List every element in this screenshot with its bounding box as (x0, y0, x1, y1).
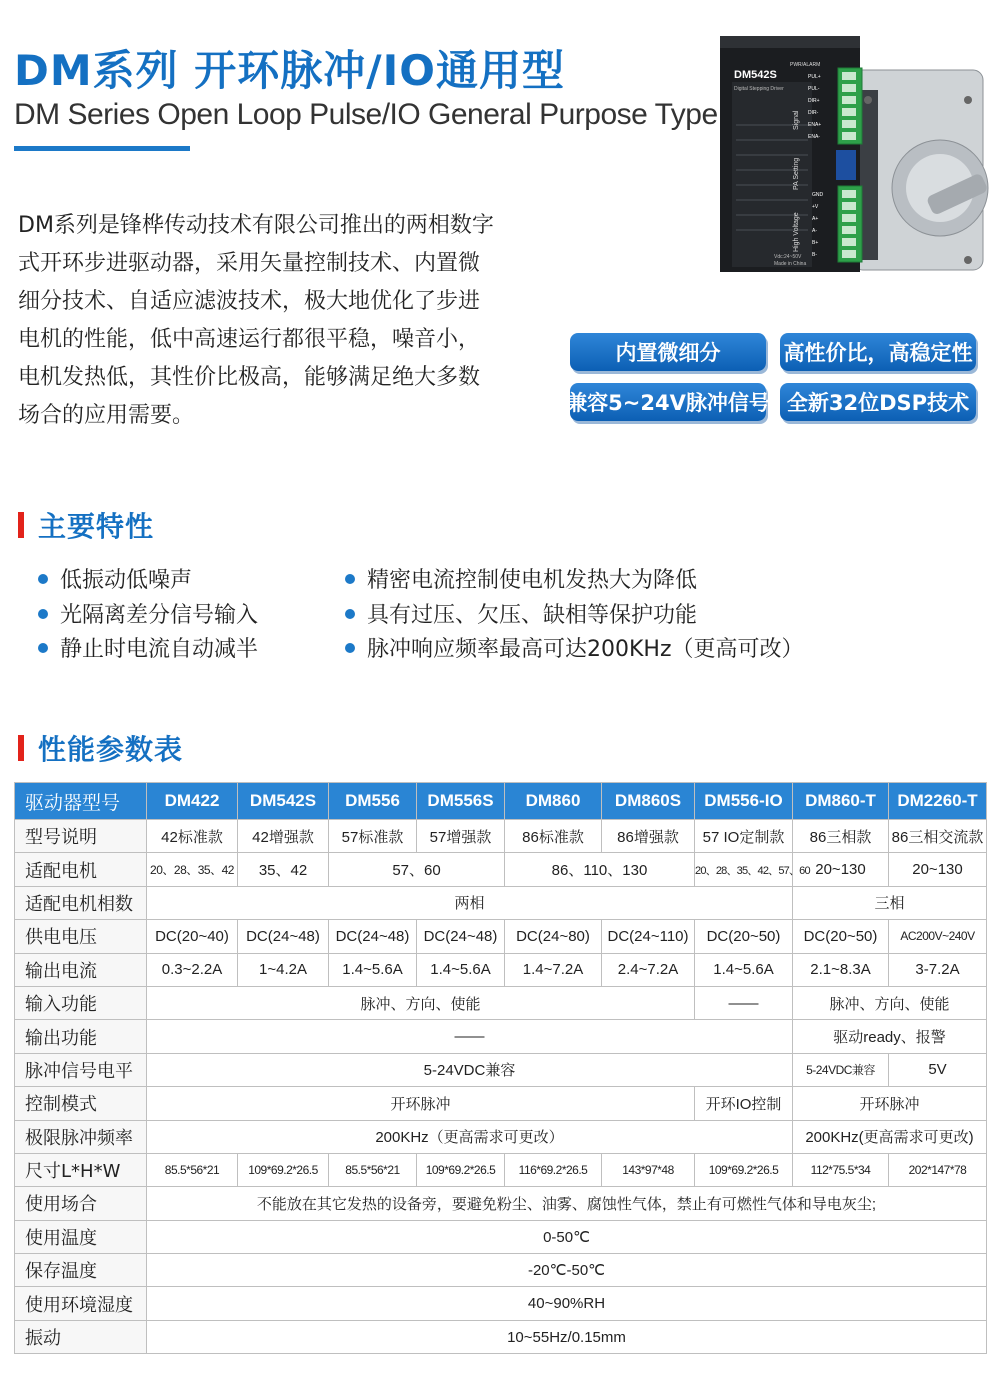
row-label: 尺寸L*H*W (15, 1153, 147, 1186)
tag-cost-performance: 高性价比，高稳定性 (780, 333, 976, 371)
table-cell: 1.4~5.6A (695, 953, 793, 986)
table-cell: DC(24~48) (417, 920, 505, 953)
table-cell: DC(20~50) (793, 920, 889, 953)
table-cell: 200KHz（更高需求可更改） (147, 1120, 793, 1153)
model-header: DM860 (505, 783, 602, 820)
tag-dsp: 全新32位DSP技术 (780, 383, 976, 421)
table-cell: 57增强款 (417, 820, 505, 853)
table-cell: 1.4~5.6A (417, 953, 505, 986)
table-cell: 3-7.2A (889, 953, 987, 986)
table-cell: 0.3~2.2A (147, 953, 238, 986)
row-label: 适配电机相数 (15, 886, 147, 919)
feature-item (38, 598, 258, 629)
table-cell: 5-24VDC兼容 (793, 1053, 889, 1086)
product-image (718, 30, 988, 275)
table-cell: 109*69.2*26.5 (417, 1153, 505, 1186)
table-cell: —— (147, 1020, 793, 1053)
table-cell: DC(20~40) (147, 920, 238, 953)
intro-line: 电机的性能，低中高速运行都很平稳，噪音小， (18, 327, 481, 352)
table-cell: 109*69.2*26.5 (695, 1153, 793, 1186)
row-label: 输出电流 (15, 953, 147, 986)
model-header: DM556-IO (695, 783, 793, 820)
product-model: DM542S (734, 69, 777, 81)
table-cell: 5V (889, 1053, 987, 1086)
terminal-label: PUL- (808, 86, 820, 92)
table-cell: 57 IO定制款 (695, 820, 793, 853)
table-cell: 1~4.2A (238, 953, 329, 986)
row-label: 控制模式 (15, 1087, 147, 1120)
table-cell: 202*147*78 (889, 1153, 987, 1186)
table-cell: 5-24VDC兼容 (147, 1053, 793, 1086)
table-row (15, 886, 987, 919)
table-row (15, 1153, 987, 1186)
tag-pulse-signal: 兼容5~24V脉冲信号 (570, 383, 766, 421)
bullet-icon (38, 574, 48, 584)
intro-paragraph (18, 207, 538, 435)
table-cell: 0-50℃ (147, 1220, 987, 1253)
bullet-icon (345, 574, 355, 584)
spec-title: 性能参数表 (38, 733, 184, 766)
table-cell: 42标准款 (147, 820, 238, 853)
table-cell: 两相 (147, 886, 793, 919)
model-header: DM2260-T (889, 783, 987, 820)
table-cell: 116*69.2*26.5 (505, 1153, 602, 1186)
terminal-label: A- (812, 228, 817, 234)
table-cell: 40~90%RH (147, 1287, 987, 1320)
row-label: 保存温度 (15, 1254, 147, 1287)
bullet-icon (38, 643, 48, 653)
product-signal-label: Signal (793, 110, 800, 130)
table-cell: 三相 (793, 886, 987, 919)
page-subtitle: DM Series Open Loop Pulse/IO General Purpose Type (14, 98, 718, 131)
terminal-label: B- (812, 252, 817, 258)
table-row (15, 986, 987, 1019)
table-cell: 1.4~7.2A (505, 953, 602, 986)
table-cell: 20、28、35、42、57、60 (695, 853, 793, 886)
table-cell: 143*97*48 (602, 1153, 695, 1186)
feature-text: 光隔离差分信号输入 (60, 603, 259, 628)
product-made-in: Made in China (774, 261, 807, 267)
feature-item (38, 632, 258, 663)
table-cell: 86三相交流款 (889, 820, 987, 853)
table-cell: 不能放在其它发热的设备旁，要避免粉尘、油雾、腐蚀性气体，禁止有可燃性气体和导电灰尘; (147, 1187, 987, 1220)
model-header: DM422 (147, 783, 238, 820)
table-cell: AC200V~240V (889, 920, 987, 953)
row-label: 使用环境湿度 (15, 1287, 147, 1320)
table-cell: 脉冲、方向、使能 (147, 986, 695, 1019)
table-cell: 20~130 (793, 853, 889, 886)
intro-line: 细分技术、自适应滤波技术，极大地优化了步进 (18, 289, 481, 314)
table-cell: 2.1~8.3A (793, 953, 889, 986)
table-cell: 85.5*56*21 (329, 1153, 417, 1186)
terminal-label: A+ (812, 216, 819, 222)
table-cell: 112*75.5*34 (793, 1153, 889, 1186)
section-marker (18, 735, 24, 761)
row-label: 振动 (15, 1320, 147, 1353)
model-header: DM860-T (793, 783, 889, 820)
table-row (15, 1020, 987, 1053)
feature-item (345, 632, 804, 663)
feature-text: 低振动低噪声 (60, 568, 193, 593)
table-row (15, 1087, 987, 1120)
table-row (15, 1287, 987, 1320)
model-header: DM556S (417, 783, 505, 820)
row-label: 输入功能 (15, 986, 147, 1019)
table-cell: 200KHz(更高需求可更改) (793, 1120, 987, 1153)
table-cell: 1.4~5.6A (329, 953, 417, 986)
table-cell: 驱动ready、报警 (793, 1020, 987, 1053)
table-cell: 86标准款 (505, 820, 602, 853)
table-cell: DC(24~48) (238, 920, 329, 953)
feature-item (345, 598, 697, 629)
model-header: DM542S (238, 783, 329, 820)
table-row (15, 1187, 987, 1220)
features-heading (18, 505, 154, 545)
product-setting-label: PA Setting (793, 157, 800, 190)
product-voltage-label: High Voltage (793, 212, 800, 252)
row-label: 脉冲信号电平 (15, 1053, 147, 1086)
feature-text: 静止时电流自动减半 (60, 637, 259, 662)
table-cell: 开环IO控制 (695, 1087, 793, 1120)
table-cell: 20、28、35、42 (147, 853, 238, 886)
feature-item (345, 563, 697, 594)
row-label: 使用温度 (15, 1220, 147, 1253)
model-header: DM556 (329, 783, 417, 820)
feature-item (38, 563, 192, 594)
table-cell: 开环脉冲 (147, 1087, 695, 1120)
row-label: 型号说明 (15, 820, 147, 853)
table-cell: 20~130 (889, 853, 987, 886)
table-row (15, 820, 987, 853)
table-cell: 57、60 (329, 853, 505, 886)
bullet-icon (38, 609, 48, 619)
table-cell: 10~55Hz/0.15mm (147, 1320, 987, 1353)
terminal-label: DIR+ (808, 98, 820, 104)
row-label: 供电电压 (15, 920, 147, 953)
intro-line: DM系列是锋桦传动技术有限公司推出的两相数字 (18, 213, 494, 238)
table-cell: —— (695, 986, 793, 1019)
row-label: 使用场合 (15, 1187, 147, 1220)
table-cell: 脉冲、方向、使能 (793, 986, 987, 1019)
terminal-label: ENA+ (808, 122, 822, 128)
terminal-label: +V (812, 204, 819, 210)
feature-text: 精密电流控制使电机发热大为降低 (367, 568, 698, 593)
table-cell: 86三相款 (793, 820, 889, 853)
tag-micro-step: 内置微细分 (570, 333, 766, 371)
table-row (15, 1254, 987, 1287)
table-cell: 86、110、130 (505, 853, 695, 886)
terminal-label: DIR- (808, 110, 819, 116)
table-cell: -20℃-50℃ (147, 1254, 987, 1287)
table-cell: 85.5*56*21 (147, 1153, 238, 1186)
intro-line: 场合的应用需要。 (18, 403, 195, 428)
feature-text: 脉冲响应频率最高可达200KHz（更高可改） (367, 637, 804, 662)
intro-line: 电机发热低，其性价比极高，能够满足绝大多数 (18, 365, 481, 390)
terminal-label: B+ (812, 240, 819, 246)
table-cell: 35、42 (238, 853, 329, 886)
table-cell: 57标准款 (329, 820, 417, 853)
table-cell: DC(24~48) (329, 920, 417, 953)
bullet-icon (345, 609, 355, 619)
table-row (15, 1120, 987, 1153)
bullet-icon (345, 643, 355, 653)
table-row (15, 1053, 987, 1086)
product-pwr-alarm: PWR/ALARM (790, 62, 821, 68)
table-header-row (15, 783, 987, 820)
table-cell: 42增强款 (238, 820, 329, 853)
spec-table (14, 782, 987, 1354)
table-cell: DC(20~50) (695, 920, 793, 953)
row-label: 极限脉冲频率 (15, 1120, 147, 1153)
table-cell: 109*69.2*26.5 (238, 1153, 329, 1186)
table-row (15, 1320, 987, 1353)
intro-line: 式开环步进驱动器，采用矢量控制技术、内置微 (18, 251, 481, 276)
table-cell: 2.4~7.2A (602, 953, 695, 986)
row-label: 适配电机 (15, 853, 147, 886)
table-row (15, 853, 987, 886)
table-cell: 开环脉冲 (793, 1087, 987, 1120)
page-title: DM系列 开环脉冲/IO通用型 (14, 46, 565, 95)
table-row (15, 920, 987, 953)
terminal-label: ENA- (808, 134, 820, 140)
spec-heading (18, 728, 183, 768)
table-row (15, 1220, 987, 1253)
title-underline (14, 146, 190, 151)
table-row (15, 953, 987, 986)
table-cell: 86增强款 (602, 820, 695, 853)
terminal-label: GND (812, 192, 824, 198)
terminal-label: PUL+ (808, 74, 821, 80)
header-label: 驱动器型号 (15, 783, 147, 820)
model-header: DM860S (602, 783, 695, 820)
row-label: 输出功能 (15, 1020, 147, 1053)
table-cell: DC(24~80) (505, 920, 602, 953)
section-marker (18, 512, 24, 538)
product-subtitle: Digital Stepping Driver (734, 86, 784, 92)
table-cell: DC(24~110) (602, 920, 695, 953)
product-vdc: Vdc:24~50V (774, 254, 802, 260)
feature-text: 具有过压、欠压、缺相等保护功能 (367, 603, 698, 628)
features-title: 主要特性 (38, 510, 155, 543)
